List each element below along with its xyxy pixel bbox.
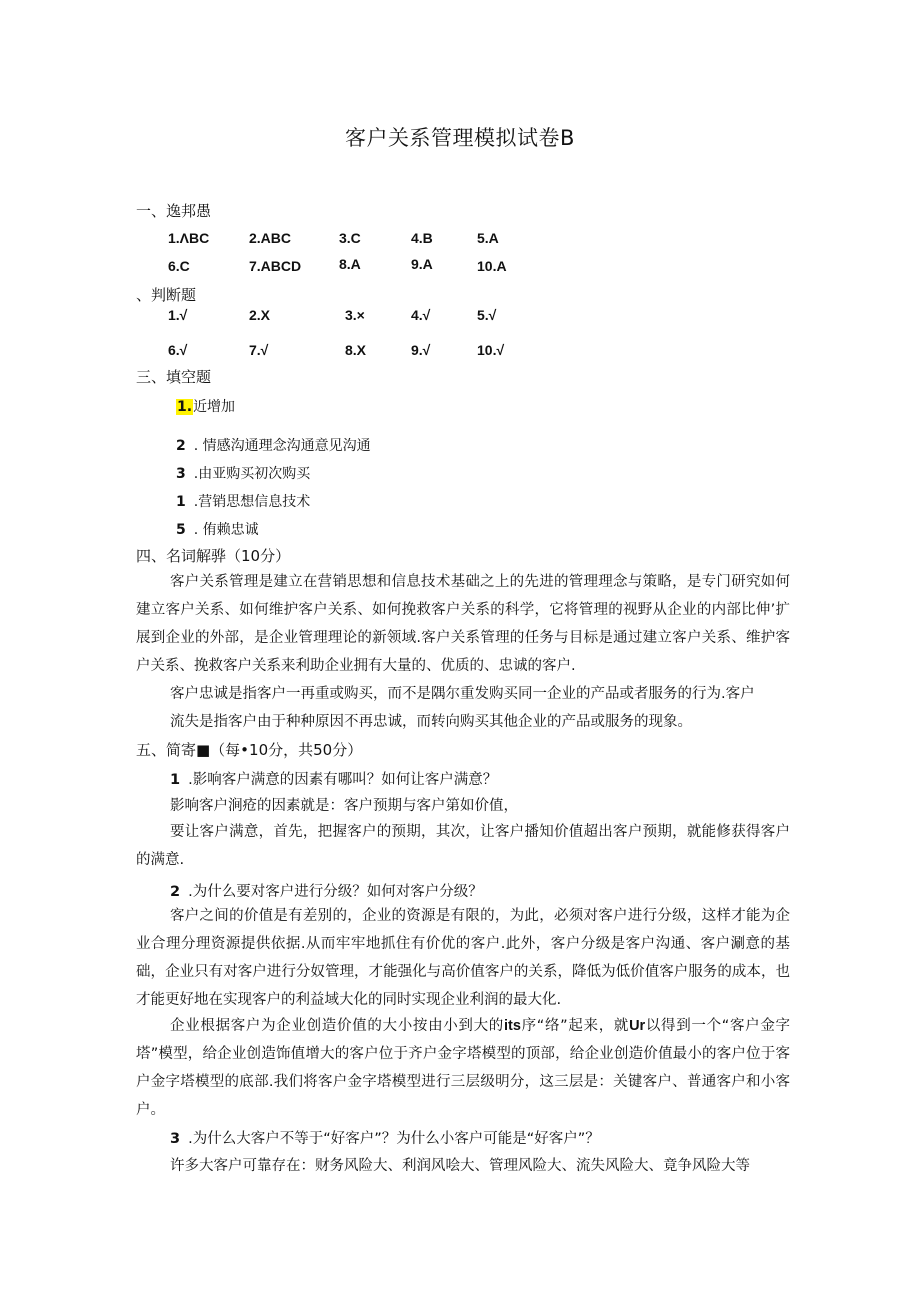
- choice-answer: 5.A: [477, 230, 499, 246]
- term-paragraph-churn: 流失是指客户由于种种原因不再忠诚，而转向购买其他企业的产品或服务的现象。: [170, 714, 692, 730]
- answer-2-text: 企业根据客户为企业创造价值的大小按由小到大的: [170, 1018, 504, 1034]
- fill-item-text: .由亚购买初次购买: [193, 466, 311, 482]
- choice-answer: 7.ABCD: [249, 258, 302, 274]
- judge-answer: 7.√: [249, 342, 269, 358]
- choice-answer: 4.B: [411, 230, 433, 246]
- answer-2-text: 序“络”起来，就: [520, 1018, 630, 1034]
- fill-item-number: 5: [176, 522, 186, 538]
- question-text: .影响客户满意的因素有哪叫？如何让客户满意？: [188, 772, 498, 788]
- choice-answer: 1.ΛBC: [168, 230, 210, 246]
- judge-answer: 2.X: [249, 307, 271, 323]
- choice-answer: 9.A: [411, 256, 433, 272]
- question-text: .为什么要对客户进行分级？如何对客户分级？: [188, 884, 483, 900]
- section-heading-terms: 四、名词解骅（10分）: [136, 547, 291, 565]
- question-number: 2: [170, 884, 181, 900]
- fill-item: [176, 491, 310, 511]
- fill-item-number: 2: [176, 438, 186, 454]
- section-heading-choice: 一、逸邦愚: [136, 202, 212, 220]
- section-heading-judge: 、判断题: [136, 286, 197, 304]
- section-heading-fill: 三、填空题: [136, 368, 212, 386]
- answer-2-text: its: [503, 1018, 521, 1034]
- fill-item-text: . 情感沟通理念沟通意见沟通: [193, 438, 371, 454]
- answer-2-paragraph: 客户之间的价值是有差别的，企业的资源是有限的，为此，必须对客户进行分级，这样才能为企业合理分理资源提供依据.从而牢牢地抓住有价优的客户.此外，客户分级是客户沟通、客户涮意的基础，企业只有对客户进行分奴管理，才能强化与高价值客户的关系，降低为低价值客户服务的成本，也才能更好地在实现客户的利益域大化的同时实现企业利润的最大化.: [136, 908, 790, 1008]
- question-2: [170, 880, 483, 901]
- answer-2-text: Ur: [629, 1018, 646, 1034]
- answer-1-line: 影响客户涧疮的因素就是：客户预期与客户第如价值，: [170, 798, 518, 814]
- choice-answer: 10.A: [477, 258, 507, 274]
- judge-answer: 9.√: [411, 342, 431, 358]
- fill-item-text: .营销思想信息技术: [193, 494, 311, 510]
- page-title: 客户关系管理模拟试卷B: [345, 126, 575, 150]
- term-paragraph-loyalty: 客户忠诚是指客户一再重或购买，而不是隅尔重发购买同一企业的产品或者服务的行为.客户: [170, 686, 755, 702]
- fill-item: [176, 435, 371, 455]
- choice-answer: 2.ABC: [249, 230, 292, 246]
- judge-answer: 10.√: [477, 342, 505, 358]
- fill-item-text: 近增加: [193, 399, 236, 415]
- question-3: [170, 1127, 600, 1148]
- question-1: [170, 768, 497, 789]
- answer-2-paragraph-pyramid: [136, 1012, 790, 1124]
- term-paragraph-crm: 客户关系管理是建立在营销思想和信息技术基础之上的先进的管理理念与策略，是专门研究如何建立客户关系、如何维护客户关系、如何挽救客户关系的科学，它将管理的视野从企业的内部比伸’扩展到企业的外部，是企业管理理论的新领域.客户关系管理的任务与目标是通过建立客户关系、维护客户关系、挽救客户关系来利助企业拥有大量的、优质的、忠诚的客户.: [136, 574, 790, 674]
- fill-item-number: 1: [176, 494, 186, 510]
- fill-item: [176, 396, 235, 416]
- answer-1-paragraph: 要让客户满意，首先，把握客户的预期，其次，让客户播知价值超出客户预期，就能修获得客户的满意.: [136, 824, 790, 868]
- answer-2-text: 以得到一个“客户金字塔”模型，给企业创造饰值增大的客户位于齐户金字塔模型的顶部，给企业创造价值最小的客户位于客户金字塔模型的底部.我们将客户金字塔模型进行三层级明分，这三层是：关键客户、普通客户和小客户。: [136, 1018, 791, 1118]
- question-number: 1: [170, 772, 181, 788]
- choice-answer: 3.C: [339, 230, 361, 246]
- question-number: 3: [170, 1131, 181, 1147]
- choice-answer: 6.C: [168, 258, 190, 274]
- fill-item: [176, 519, 259, 539]
- choice-answer: 8.A: [339, 256, 361, 272]
- fill-item-text: . 侑赖忠诚: [193, 522, 259, 538]
- fill-item: [176, 463, 310, 483]
- answer-3-line: 许多大客户可靠存在：财务风险大、利润风哙大、管理风险大、流失风险大、竟争风险大等: [170, 1158, 750, 1174]
- judge-answer: 4.√: [411, 307, 431, 323]
- fill-item-number: 1.: [177, 399, 193, 415]
- judge-answer: 6.√: [168, 342, 188, 358]
- judge-answer: 8.X: [345, 342, 367, 358]
- fill-item-number: 3: [176, 466, 186, 482]
- judge-answer: 1.√: [168, 307, 188, 323]
- judge-answer: 5.√: [477, 307, 497, 323]
- question-text: .为什么大客户不等于“好客户”？为什么小客户可能是“好客户”？: [188, 1131, 600, 1147]
- judge-answer: 3.×: [345, 307, 365, 323]
- section-heading-short-answer: 五、简寄■（每•10分，共50分）: [136, 741, 363, 759]
